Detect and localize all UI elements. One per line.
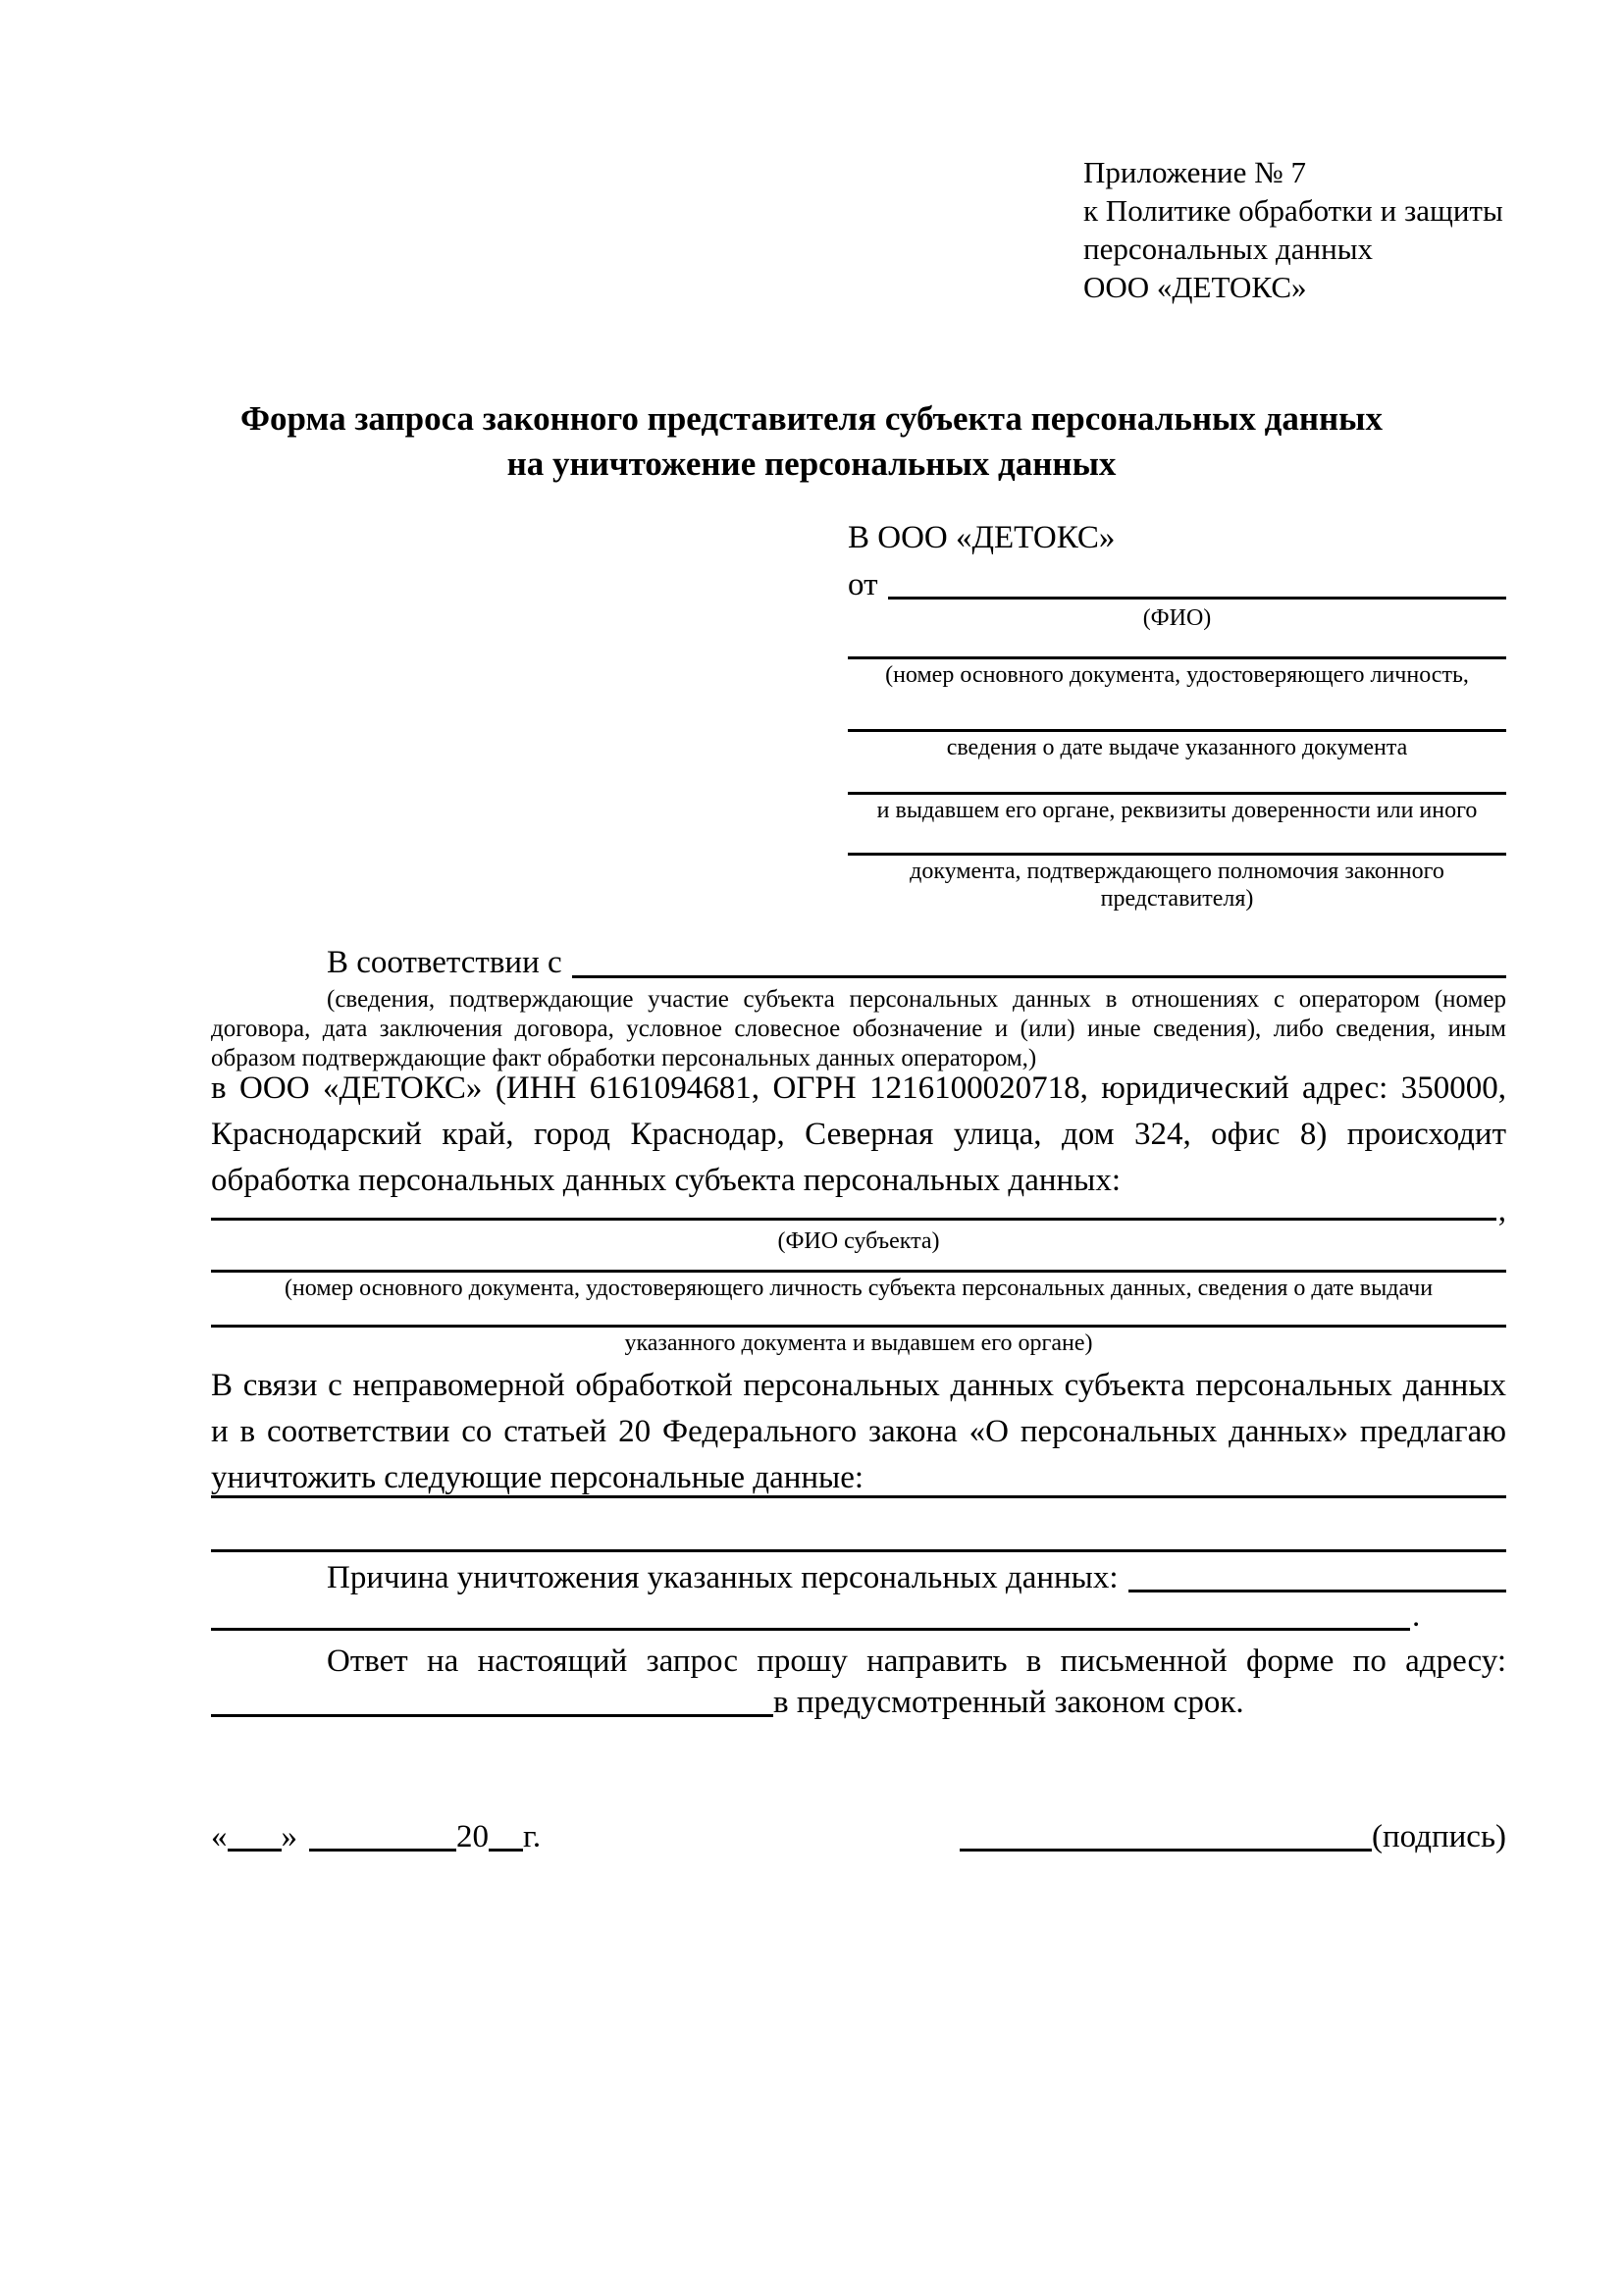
reason-continuation-blank-line bbox=[211, 1597, 1410, 1631]
form-title-line-2: на уничтожение персональных данных bbox=[506, 444, 1117, 483]
addressee-to: В ООО «ДЕТОКС» bbox=[848, 520, 1116, 555]
rep-doc-blank-line-2 bbox=[848, 689, 1506, 732]
date-year-blank bbox=[489, 1849, 523, 1852]
accordance-row bbox=[211, 942, 1506, 983]
reason-label: Причина уничтожения указанных персональных данных: bbox=[327, 1560, 1119, 1595]
subject-doc-caption-1: (номер основного документа, удостоверяющего личность субъекта персональных данных, сведения о дате выдачи bbox=[284, 1276, 1434, 1301]
reason-period: . bbox=[1412, 1598, 1421, 1634]
subject-doc-blank-line-2 bbox=[211, 1302, 1506, 1328]
rep-doc-blank-line-1 bbox=[848, 632, 1506, 659]
from-label: от bbox=[848, 567, 878, 602]
date-open-quote: « bbox=[211, 1819, 228, 1854]
rep-doc-blank-line-4 bbox=[848, 824, 1506, 856]
subject-fio-caption: (ФИО субъекта) bbox=[777, 1228, 940, 1254]
accordance-label: В соответствии с bbox=[327, 945, 562, 980]
rep-doc-caption-1: (номер основного документа, удостоверяющего личность, bbox=[885, 662, 1469, 688]
rep-doc-caption-4: документа, подтверждающего полномочия законного представителя) bbox=[910, 859, 1444, 912]
header-note-line-3: персональных данных bbox=[1083, 232, 1374, 266]
rep-doc-caption-2: сведения о дате выдаче указанного документа bbox=[946, 735, 1408, 760]
signature-caption: (подпись) bbox=[1372, 1819, 1506, 1854]
header-note-line-4: ООО «ДЕТОКС» bbox=[1083, 270, 1307, 304]
reason-continuation-row bbox=[211, 1597, 1506, 1634]
header-note-line-2: к Политике обработки и защиты bbox=[1083, 193, 1503, 228]
form-title bbox=[157, 396, 1466, 487]
subject-fio-row bbox=[211, 1193, 1506, 1228]
rep-doc-blank-line-3 bbox=[848, 761, 1506, 795]
request-paragraph: В связи с неправомерной обработкой персональных данных субъекта персональных данных и в соответствии со статьей 20 Федерального закона «О персональных данных» предлагаю уничтожить следующие персональные данные: bbox=[211, 1368, 1506, 1495]
body-block bbox=[211, 942, 1506, 1722]
answer-paragraph: Ответ на настоящий запрос прошу направить в письменной форме по адресу: bbox=[327, 1644, 1506, 1679]
date-day-blank bbox=[228, 1849, 282, 1852]
date-group bbox=[211, 1815, 541, 1858]
header-note-line-1: Приложение № 7 bbox=[1083, 155, 1306, 189]
fio-caption: (ФИО) bbox=[1142, 605, 1212, 631]
accordance-note: (сведения, подтверждающие участие субъекта персональных данных в отношениях с оператором (номер договора, дата заключения договора, условное словесное обозначение и (или) иные сведения), либо сведения, иным образом подтверждающие факт обработки персональных данных оператором,) bbox=[211, 986, 1506, 1071]
date-month-blank bbox=[309, 1849, 456, 1852]
data-blank-line-2 bbox=[211, 1498, 1506, 1552]
footer-row bbox=[211, 1815, 1506, 1858]
rep-doc-caption-3: и выдавшем его органе, реквизиты доверенности или иного bbox=[876, 798, 1478, 823]
form-title-line-1: Форма запроса законного представителя субъекта персональных данных bbox=[240, 399, 1383, 438]
subject-comma: , bbox=[1497, 1193, 1506, 1228]
date-year-suffix: г. bbox=[523, 1819, 542, 1854]
address-row bbox=[211, 1683, 1506, 1722]
signature-blank-line bbox=[960, 1849, 1372, 1852]
addressee-block bbox=[848, 518, 1506, 913]
signature-group bbox=[960, 1815, 1506, 1858]
header-note bbox=[1083, 153, 1515, 306]
subject-fio-blank-line bbox=[211, 1218, 1496, 1221]
address-blank-line bbox=[211, 1678, 773, 1717]
answer-tail: в предусмотренный законом срок. bbox=[773, 1685, 1244, 1720]
date-close-quote: » bbox=[281, 1819, 297, 1854]
accordance-blank-line bbox=[572, 975, 1506, 978]
from-row bbox=[848, 565, 1506, 604]
subject-doc-caption-2: указанного документа и выдавшем его органе) bbox=[624, 1331, 1093, 1356]
operator-paragraph: в ООО «ДЕТОКС» (ИНН 6161094681, ОГРН 1216100020718, юридический адрес: 350000, Краснодарский край, город Краснодар, Северная улица, дом 324, офис 8) происходит обработка персональных данных субъекта персональных данных: bbox=[211, 1070, 1506, 1198]
date-year-prefix: 20 bbox=[456, 1819, 489, 1854]
reason-blank-line bbox=[1128, 1590, 1506, 1592]
subject-doc-blank-line-1 bbox=[211, 1255, 1506, 1273]
fio-blank-line bbox=[888, 597, 1507, 600]
reason-row bbox=[211, 1558, 1506, 1597]
